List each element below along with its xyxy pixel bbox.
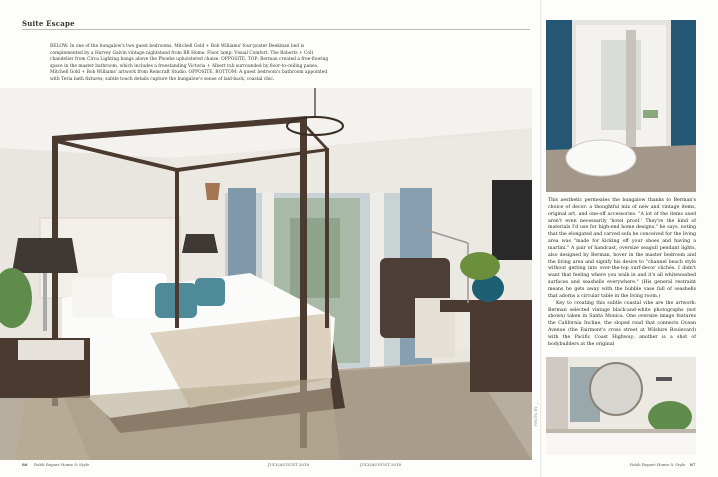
photo-caption: BELOW: In one of the bungalow's two guest bedrooms, Mitchell Gold + Bob Williams' four-poster Beekman bed is complemented by a Harvey Galvin vintage nightstand from BR Home. Floor lamp: Visual Comfort. The Roberts + Colt chandelier from Circa Lighting hangs above the Phoebe upholstered chaise. OPPOSITE, TOP: Berman created a free-flowing space in the master bathroom, which includes a freestanding Victoria + Albert tub surrounded by floor-to-ceiling panes. Mitchell Gold + Bob Williams' artwork from Remcraft Studio. OPPOSITE, BOTTOM: A guest bedroom's bathroom appointed with Teria bath fixtures; subtle touch details capture the bungalow's sense of laid-back, coastal chic. — [50, 44, 329, 82]
bathroom-photo — [546, 20, 696, 192]
spine-gutter — [540, 0, 542, 477]
footer-left-date: JULY/AUGUST 2018 — [268, 462, 310, 467]
bathroom-illustration — [546, 20, 696, 192]
footer-right-title: Robb Report Home & Style — [630, 462, 686, 467]
article-body — [548, 198, 696, 349]
footer-left-folio — [22, 462, 28, 467]
bedroom-photo — [0, 88, 532, 460]
section-label: Suite Escape — [22, 19, 75, 28]
article-paragraph-2: Key to creating this subtle coastal vibe are the artwork: Berman selected vintage black-and-white photographs (not shown) taken in Santa Monica. One oversize image features the California Incline, the sloped road that connects Ocean Avenue (the Fairmont's cross street at Wilshire Boulevard) with the Pacific Coast Highway; another is a shot of bodybuilders at the original — [548, 300, 696, 347]
footer-right-folio — [690, 462, 696, 467]
header-rule — [22, 29, 530, 30]
bedroom-illustration — [0, 88, 532, 460]
article-paragraph-1: This aesthetic permeates the bungalow thanks to Berman's choice of decor: a thoughtful mix of new and vintage items, original art, and one-off accessories. "A lot of the items used aren't even necessarily 'hotel proof.' They're the kind of materials I'd use for high-end home designs," he says, noting that the elongated and carved sofa he conceived for the living area was "made for kicking off your shoes and having a martini." A pair of handcast, oversize seagull pendant lights, also designed by Berman, hover in the master bedroom and the living area and signify his desire to "channel beach style without getting into over-the-top surf-decor clichés. I didn't want that feeling where you walk in and it's all whitewashed surfaces and seashells everywhere." (His general restraint means he gets away with the bubble vase full of seashells that adorns a circular table in the living room.) — [548, 198, 696, 299]
right-page-number: 87 — [690, 462, 696, 467]
footer-left-title: Robb Report Home & Style — [34, 462, 90, 467]
vanity-illustration — [546, 357, 696, 455]
photo-credit: PHOTO BY ___ — [534, 400, 538, 427]
footer-center-date: JULY/AUGUST 2018 — [360, 462, 402, 467]
left-page-number: 86 — [22, 462, 28, 467]
vanity-photo — [546, 357, 696, 455]
